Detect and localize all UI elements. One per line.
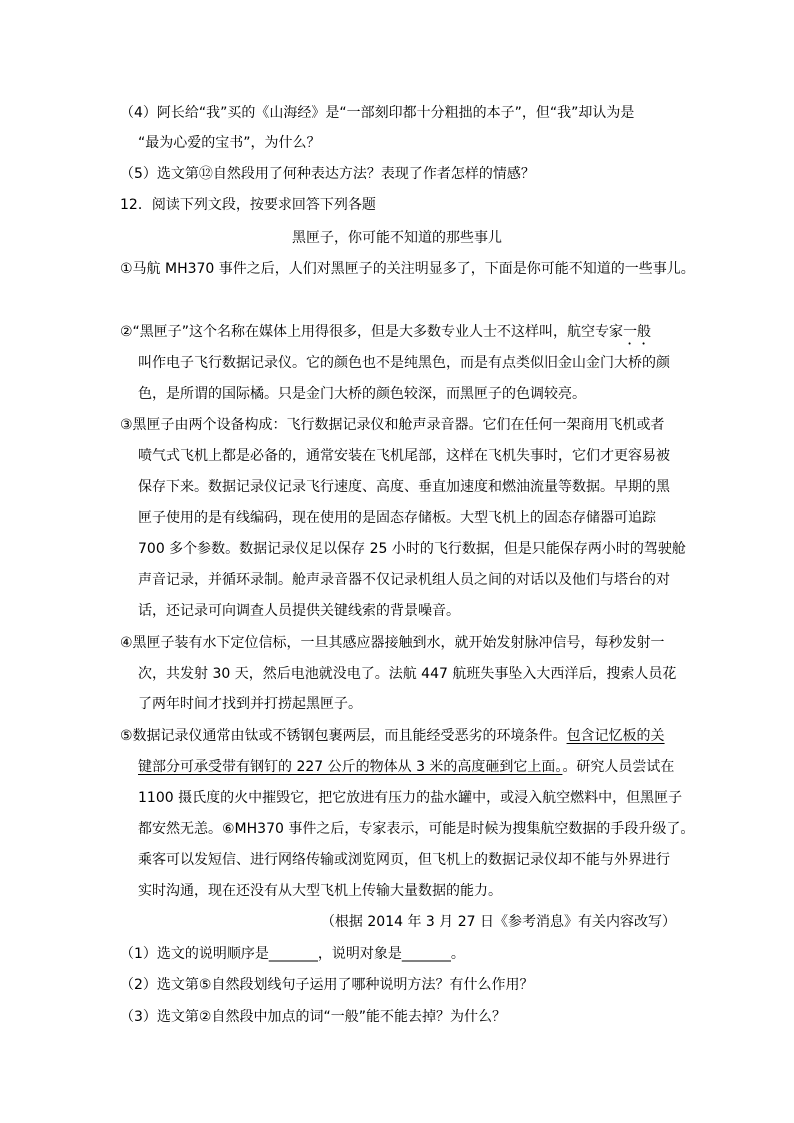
paragraph-3-line-6: 声音记录，并循环录制。舱声录音器不仅记录机组人员之间的对话以及他们与塔台的对 [138,572,670,588]
underlined-sentence-part-2: 键部分可承受带有钢钉的 227 公斤的物体从 3 米的高度砸到它上面。 [138,759,563,775]
paragraph-2-line-2: 叫作电子飞行数据记录仪。它的颜色也不是纯黑色，而是有点类似旧金山金门大桥的颜 [138,355,670,371]
paragraph-5-line-6: 实时沟通，现在还没有从大型飞机上传输大量数据的能力。 [138,883,502,899]
paragraph-5-line-5: 乘客可以发短信、进行网络传输或浏览网页，但飞机上的数据记录仪却不能与外界进行 [138,852,670,868]
sub-question-1: （1）选文的说明顺序是_______，说明对象是_______。 [120,946,465,962]
underlined-sentence-part-1: 包含记忆板的关 [566,728,665,744]
paragraph-5-line-2 [138,757,674,777]
question-5: （5）选文第⑫自然段用了何种表达方法？表现了作者怎样的情感？ [120,166,535,182]
question-4-line-2: “最为心爱的宝书”，为什么？ [138,135,321,151]
sub-question-2: （2）选文第⑤自然段划线句子运用了哪种说明方法？有什么作用？ [120,977,534,993]
question-4-line-1: （4）阿长给“我”买的《山海经》是“一部刻印都十分粗拙的本子”，但“我”却认为是 [120,105,635,121]
paragraph-3-line-7: 话，还记录可向调查人员提供关键线索的背景噪音。 [138,603,460,619]
sub-question-3: （3）选文第②自然段中加点的词“一般”能不能去掉？为什么？ [120,1009,506,1025]
paragraph-4-line-2: 次，共发射 30 天，然后电池就没电了。法航 447 航班失事坠入大西洋后，搜索人员花 [138,666,677,682]
paragraph-3-line-5: 700 多个参数。数据记录仪足以保存 25 小时的飞行数据，但是只能保存两小时的驾驶舱 [138,541,686,557]
paragraph-4-line-3: 了两年时间才找到并打捞起黑匣子。 [138,696,362,712]
paragraph-3-line-2: 喷气式飞机上都是必备的，通常安装在飞机尾部，这样在飞机失事时，它们才更容易被 [138,448,670,464]
paragraph-4-line-1: ④黑匣子装有水下定位信标，一旦其感应器接触到水，就开始发射脉冲信号，每秒发射一 [120,635,665,651]
source-citation: （根据 2014 年 3 月 27 日《参考消息》有关内容改写） [320,914,676,930]
paragraph-5-line-4: 都安然无恙。⑥MH370 事件之后，专家表示，可能是时候为搜集航空数据的手段升级了。 [138,821,695,837]
article-title: 黑匣子，你可能不知道的那些事儿 [292,230,502,246]
paragraph-5-line-3: 1100 摄氏度的火中摧毁它，把它放进有压力的盐水罐中，或浸入航空燃料中，但黑匣子 [138,790,683,806]
paragraph-1: ①马航 MH370 事件之后，人们对黑匣子的关注明显多了，下面是你可能不知道的一些事儿。 [120,261,695,277]
paragraph-2-line-3: 色，是所谓的国际橘。只是金门大桥的颜色较深，而黑匣子的色调较亮。 [138,386,586,402]
paragraph-3-line-4: 匣子使用的是有线编码，现在使用的是固态存储板。大型飞机上的固态存储器可追踪 [138,510,656,526]
paragraph-5-line-1 [120,726,665,746]
paragraph-2-line-1-text: ②“黑匣子”这个名称在媒体上用得很多，但是大多数专业人士不这样叫，航空专家 [120,324,624,340]
paragraph-2-line-1 [120,322,651,342]
question-12-header: 12．阅读下列文段，按要求回答下列各题 [120,197,376,213]
paragraph-5-line-1-text: ⑤数据记录仪通常由钛或不锈钢包裹两层，而且能经受恶劣的环境条件。 [120,728,567,744]
paragraph-5-line-2-text: 。研究人员尝试在 [562,759,675,775]
paragraph-3-line-1: ③黑匣子由两个设备构成：飞行数据记录仪和舱声录音器。它们在任何一架商用飞机或者 [120,417,665,433]
dotted-word: 一般 [623,324,652,340]
paragraph-3-line-3: 保存下来。数据记录仪记录飞行速度、高度、垂直加速度和燃油流量等数据。早期的黑 [138,479,670,495]
